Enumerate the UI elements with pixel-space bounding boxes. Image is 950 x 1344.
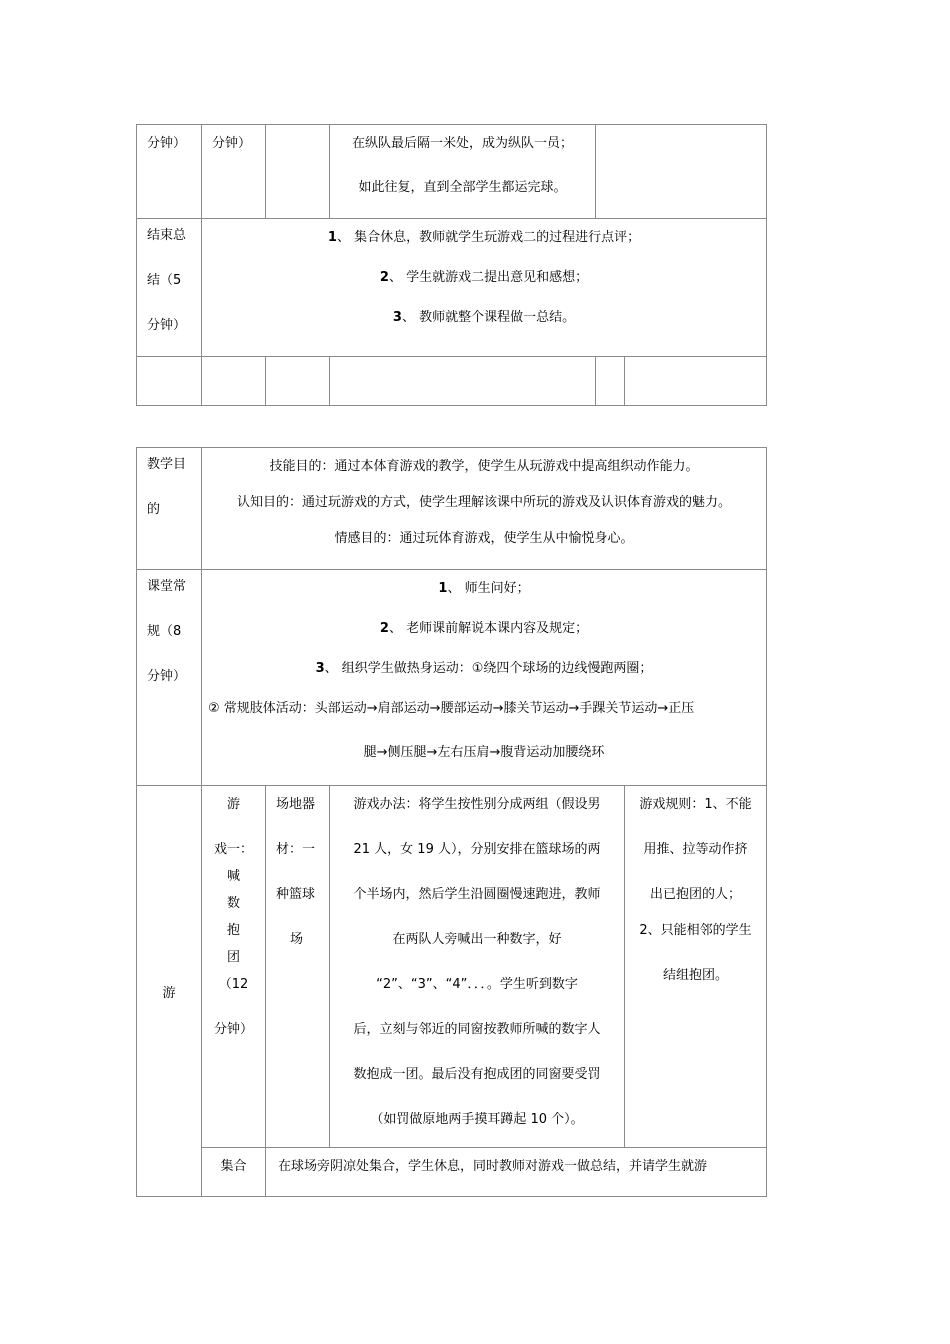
method-line: 在两队人旁喊出一种数字，好 (392, 932, 562, 947)
routine-item (202, 620, 766, 638)
empty-cell (330, 357, 596, 406)
label-line: 分钟） (147, 318, 187, 333)
empty-cell (596, 125, 767, 219)
class-routine-label (137, 570, 202, 786)
game-rules-cell (625, 786, 767, 1148)
venue-line: 材：一 (276, 842, 316, 857)
item-number: 1 (327, 230, 337, 245)
item-text: 、 教师就整个课程做一总结。 (401, 310, 576, 325)
goal-cognitive: 认知目的：通过玩游戏的方式，使学生理解该课中所玩的游戏及认识体育游戏的魅力。 (237, 495, 732, 510)
rules-line: 出已抱团的人； (650, 887, 742, 902)
empty-cell (266, 357, 330, 406)
rules-line: 游戏规则：1、不能 (639, 797, 752, 812)
game-name-line: （12 (218, 977, 249, 992)
time-cell-2: 分钟） (202, 125, 266, 219)
label-line: 的 (147, 502, 161, 517)
venue-equipment-cell (266, 786, 330, 1148)
item-text: 、 集合休息，教师就学生玩游戏二的过程进行点评； (336, 230, 641, 245)
game-section-label: 游 (137, 786, 202, 1197)
method-line: 21 人，女 19 人），分别安排在篮球场的两 (353, 842, 601, 857)
end-summary-content (202, 219, 767, 357)
game-name-line: 数 (226, 896, 240, 911)
game-name-line: 团 (226, 950, 240, 965)
empty-cell (137, 357, 202, 406)
item-number: 1 (438, 581, 448, 596)
procedure-line-1: 在纵队最后隔一米处，成为纵队一员； (351, 136, 573, 151)
class-routine-content (202, 570, 767, 786)
game-name-line: 戏一： (213, 842, 253, 857)
empty-cell (625, 357, 767, 406)
game-name-line: 喊 (226, 869, 240, 884)
lesson-plan-table (136, 447, 767, 1197)
rules-line: 用推、拉等动作挤 (643, 842, 748, 857)
routine-warmup-line-2: 腿→侧压腿→左右压肩→腹背运动加腰绕环 (363, 745, 605, 760)
method-line: 后，立刻与邻近的同窗按教师所喊的数字人 (353, 1022, 601, 1037)
summary-item (202, 269, 766, 287)
item-number: 3 (315, 661, 325, 676)
label-line: 结（5 (147, 273, 182, 288)
label-line: 规（8 (147, 624, 182, 639)
game-name-line: 分钟） (213, 1022, 253, 1037)
procedure-line-2: 如此往复，直到全部学生都运完球。 (358, 180, 567, 195)
item-text: 、 学生就游戏二提出意见和感想； (388, 270, 589, 285)
routine-item (202, 660, 766, 678)
gather-text: 在球场旁阴凉处集合，学生休息，同时教师对游戏一做总结，并请学生就游 (266, 1148, 767, 1197)
end-summary-label (137, 219, 202, 357)
label-line: 教学目 (147, 457, 187, 472)
method-line: （如罚做原地两手摸耳蹲起 10 个）。 (370, 1112, 584, 1127)
time-cell-1: 分钟） (137, 125, 202, 219)
routine-warmup-line-1: ② 常规肢体活动：头部运动→肩部运动→腰部运动→膝关节运动→手踝关节运动→正压 (208, 701, 695, 716)
teaching-goals-label (137, 448, 202, 570)
game-name-line: 抱 (226, 923, 240, 938)
empty-cell (596, 357, 625, 406)
method-line: 游戏办法：将学生按性别分成两组（假设男 (353, 797, 601, 812)
label-line: 结束总 (147, 228, 187, 243)
item-number: 2 (379, 621, 389, 636)
procedure-text-cell (330, 125, 596, 219)
goal-emotional: 情感目的：通过玩体育游戏，使学生从中愉悦身心。 (334, 531, 634, 546)
rules-line: 结组抱团。 (663, 968, 729, 983)
rules-line: 2、只能相邻的学生 (639, 923, 752, 938)
item-number: 2 (379, 270, 389, 285)
item-text: 、 组织学生做热身运动：①绕四个球场的边线慢跑两圈； (324, 661, 653, 676)
method-line: 数抱成一团。最后没有抱成团的同窗要受罚 (353, 1067, 601, 1082)
item-text: 、 老师课前解说本课内容及规定； (388, 621, 589, 636)
method-line: 个半场内，然后学生沿圆圈慢速跑进，教师 (353, 887, 601, 902)
method-line: “2”、“3”、“4”．．．。学生听到数字 (376, 977, 578, 992)
label-line: 分钟） (147, 669, 187, 684)
venue-line: 场 (290, 932, 304, 947)
summary-item (202, 309, 766, 327)
gather-label: 集合 (202, 1148, 266, 1197)
venue-line: 场地器 (276, 797, 316, 812)
game-name-cell (202, 786, 266, 1148)
empty-cell (202, 357, 266, 406)
game-method-cell (330, 786, 625, 1148)
item-text: 、 师生问好； (447, 581, 530, 596)
venue-line: 种篮球 (276, 887, 316, 902)
summary-item (202, 229, 766, 247)
lesson-table-continued (136, 124, 767, 406)
empty-cell (266, 125, 330, 219)
label-line: 课堂常 (147, 579, 187, 594)
game-name-line: 游 (226, 797, 240, 812)
goal-skill: 技能目的：通过本体育游戏的教学，使学生从玩游戏中提高组织动作能力。 (269, 459, 699, 474)
routine-item (202, 580, 766, 598)
item-number: 3 (392, 310, 402, 325)
teaching-goals-content (202, 448, 767, 570)
